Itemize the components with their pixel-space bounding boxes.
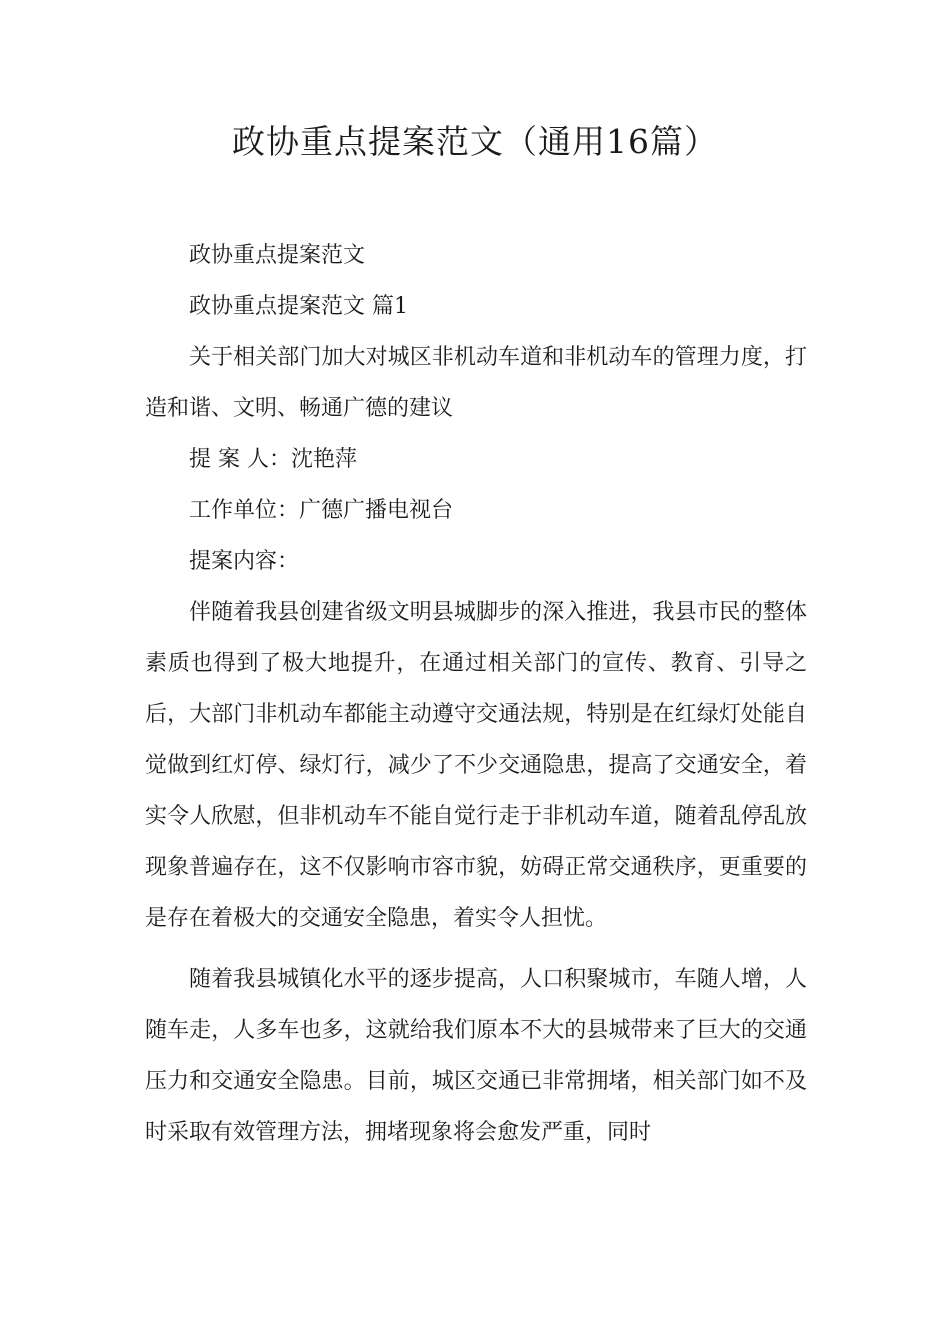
- body-paragraph: 随着我县城镇化水平的逐步提高，人口积聚城市，车随人增，人随车走，人多车也多，这就给我们原本不大的县城带来了巨大的交通压力和交通安全隐患。目前，城区交通已非常拥堵，相关部门如不及时采取有效管理方法，拥堵现象将会愈发严重，同时: [145, 967, 807, 1145]
- work-unit-line: 工作单位：广德广播电视台: [189, 498, 454, 523]
- content-label: 提案内容：: [189, 549, 300, 574]
- article-heading: 政协重点提案范文 篇1: [189, 294, 408, 319]
- proposer-line: 提 案 人：沈艳萍: [189, 447, 357, 472]
- document-body: [145, 230, 807, 1158]
- document-title: 政协重点提案范文（通用16篇）: [232, 122, 718, 161]
- proposal-title: 关于相关部门加大对城区非机动车道和非机动车的管理力度，打造和谐、文明、畅通广德的建议: [145, 345, 807, 421]
- body-paragraph: 伴随着我县创建省级文明县城脚步的深入推进，我县市民的整体素质也得到了极大地提升，在通过相关部门的宣传、教育、引导之后，大部门非机动车都能主动遵守交通法规，特别是在红绿灯处能自觉做到红灯停、绿灯行，减少了不少交通隐患，提高了交通安全，着实令人欣慰，但非机动车不能自觉行走于非机动车道，随着乱停乱放现象普遍存在，这不仅影响市容市貌，妨碍正常交通秩序，更重要的是存在着极大的交通安全隐患，着实令人担忧。: [145, 600, 807, 931]
- section-heading: 政协重点提案范文: [189, 243, 366, 268]
